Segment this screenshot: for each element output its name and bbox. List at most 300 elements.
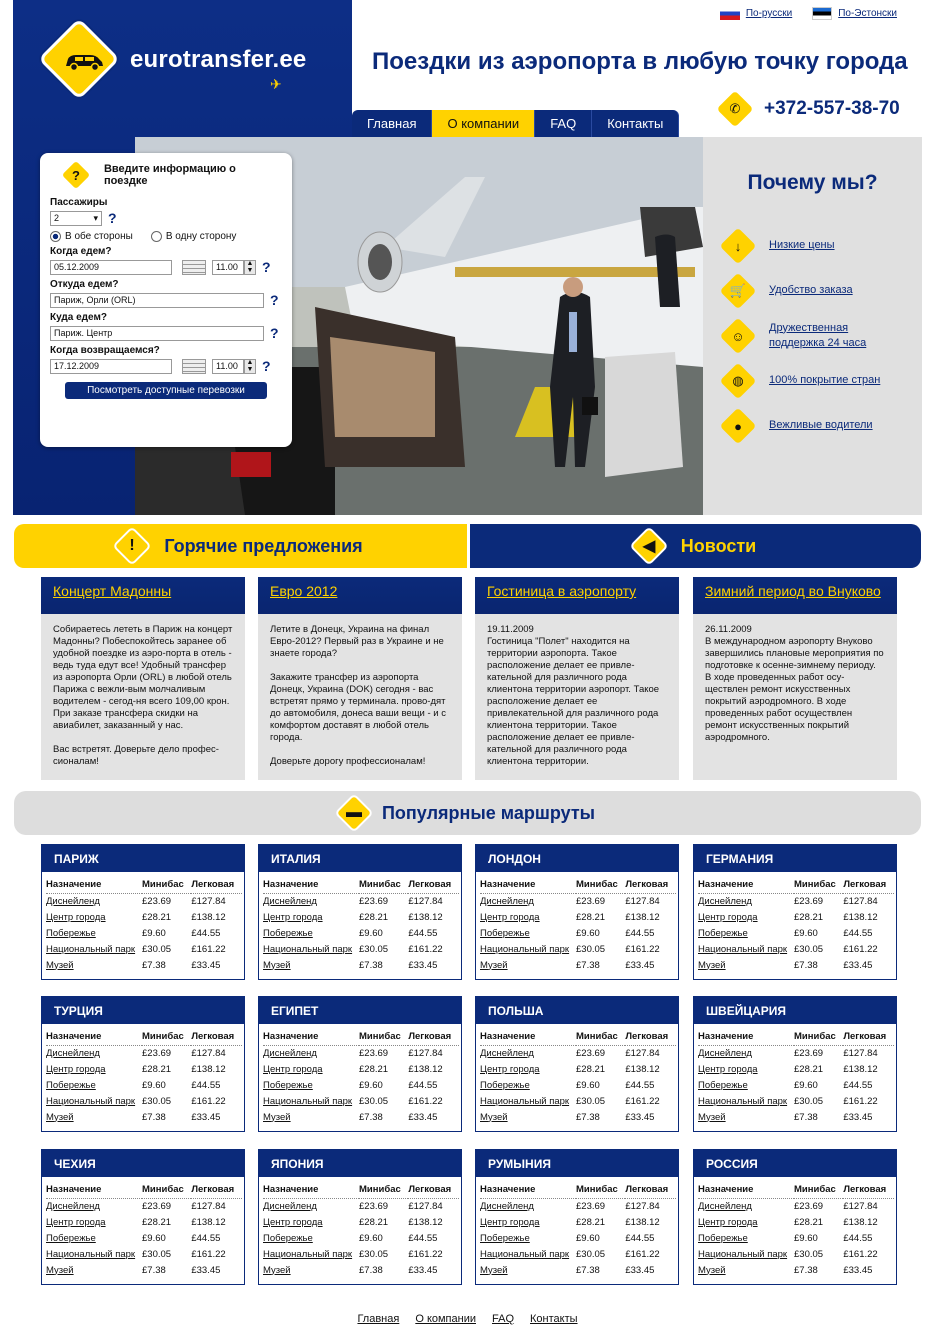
- destination-link[interactable]: Диснейленд: [46, 895, 100, 907]
- arrow-down-icon: ↓: [720, 227, 757, 264]
- news-card-title[interactable]: Евро 2012: [270, 583, 338, 599]
- footer-link-home[interactable]: Главная: [357, 1313, 400, 1325]
- when-label: Когда едем?: [50, 246, 112, 257]
- table-header-row: [698, 876, 894, 893]
- destination-link[interactable]: Музей: [698, 1111, 726, 1123]
- footer-link-about[interactable]: О компании: [415, 1313, 476, 1325]
- destination-link[interactable]: Музей: [480, 1264, 508, 1276]
- news-card: [258, 577, 462, 780]
- route-prices-table: [263, 1028, 459, 1125]
- destination-link[interactable]: Центр города: [263, 911, 323, 923]
- popular-routes-title: Популярные маршруты: [381, 802, 596, 823]
- destination-link[interactable]: Побережье: [263, 927, 313, 939]
- destination-link[interactable]: Музей: [698, 1264, 726, 1276]
- form-header: [64, 163, 282, 187]
- destination-link[interactable]: Диснейленд: [480, 895, 534, 907]
- passengers-select[interactable]: 2 ▾: [50, 211, 102, 226]
- minibus-price: £7.38: [576, 959, 600, 971]
- why-us-list: [703, 223, 922, 448]
- destination-link[interactable]: Музей: [480, 1111, 508, 1123]
- destination-link[interactable]: Диснейленд: [263, 1047, 317, 1059]
- passengers-label: Пассажиры: [50, 197, 108, 208]
- car-price: £127.84: [191, 895, 226, 907]
- table-header-row: [46, 1028, 242, 1045]
- destination-link[interactable]: Побережье: [480, 927, 530, 939]
- car-price: £161.22: [408, 1095, 443, 1107]
- minibus-price: £30.05: [359, 1095, 389, 1107]
- when-date-input[interactable]: 05.12.2009: [50, 260, 172, 275]
- car-price: £33.45: [843, 1264, 873, 1276]
- minibus-price: £9.60: [576, 1079, 600, 1091]
- help-icon[interactable]: ?: [262, 358, 271, 374]
- destination-link[interactable]: Национальный парк: [480, 1095, 570, 1107]
- destination-link[interactable]: Центр города: [480, 1063, 540, 1075]
- lang-ee-label[interactable]: По-Эстонски: [838, 8, 897, 19]
- logo-text[interactable]: eurotransfer.ee: [130, 46, 307, 73]
- phone-number[interactable]: +372-557-38-70: [764, 98, 900, 119]
- minibus-price: £23.69: [142, 1200, 172, 1212]
- plane-icon: ✈: [270, 76, 282, 92]
- table-row: [263, 1077, 459, 1093]
- return-date-input[interactable]: 17.12.2009: [50, 359, 172, 374]
- table-row: [698, 1214, 894, 1230]
- destination-link[interactable]: Побережье: [698, 927, 748, 939]
- news-card: [475, 577, 679, 780]
- car-price: £127.84: [408, 1200, 443, 1212]
- lang-ru-link[interactable]: [720, 7, 792, 20]
- destination-link[interactable]: Музей: [698, 959, 726, 971]
- minibus-price: £30.05: [794, 943, 824, 955]
- table-row: [480, 957, 676, 973]
- column-header: Назначение: [263, 1028, 359, 1045]
- lang-ru-label[interactable]: По-русски: [745, 8, 793, 19]
- minibus-price: £7.38: [794, 1111, 818, 1123]
- hot-offers-title: Горячие предложения: [164, 535, 363, 556]
- car-price: £127.84: [191, 1047, 226, 1059]
- minibus-price: £7.38: [794, 959, 818, 971]
- car-price: £44.55: [625, 1079, 655, 1091]
- destination-link[interactable]: Центр города: [46, 1216, 106, 1228]
- route-table: [258, 844, 462, 980]
- driver-icon: ●: [720, 407, 757, 444]
- destination-link[interactable]: Диснейленд: [480, 1200, 534, 1212]
- destination-link[interactable]: Национальный парк: [46, 943, 136, 955]
- news-card-title[interactable]: Концерт Мадонны: [53, 583, 172, 599]
- column-header: Назначение: [263, 1181, 359, 1198]
- table-row: [46, 1045, 242, 1061]
- destination-link[interactable]: Центр города: [698, 1216, 758, 1228]
- minibus-price: £9.60: [359, 1232, 383, 1244]
- from-input[interactable]: Париж, Орли (ORL): [50, 293, 264, 308]
- minibus-price: £7.38: [359, 1264, 383, 1276]
- car-price: £33.45: [625, 959, 655, 971]
- minibus-price: £28.21: [359, 911, 389, 923]
- minibus-price: £30.05: [576, 943, 606, 955]
- destination-link[interactable]: Побережье: [263, 1079, 313, 1091]
- return-time-input[interactable]: 11.00: [212, 359, 244, 374]
- route-country: РОССИЯ: [694, 1150, 896, 1177]
- tab-about[interactable]: О компании: [432, 110, 535, 137]
- radio-one-label: В одну сторону: [165, 231, 237, 242]
- column-header: Назначение: [698, 876, 794, 893]
- destination-link[interactable]: Центр города: [480, 911, 540, 923]
- table-row: [480, 1045, 676, 1061]
- route-table: [41, 844, 245, 980]
- table-row: [263, 893, 459, 909]
- radio-both-label: В обе стороны: [65, 231, 133, 242]
- minibus-price: £28.21: [576, 911, 606, 923]
- table-row: [263, 909, 459, 925]
- car-price: £161.22: [843, 943, 878, 955]
- route-table: [41, 996, 245, 1132]
- table-row: [698, 1109, 894, 1125]
- footer-link-faq[interactable]: FAQ: [492, 1313, 515, 1325]
- car-price: £138.12: [625, 1063, 660, 1075]
- destination-link[interactable]: Национальный парк: [698, 943, 788, 955]
- route-prices-table: [46, 1181, 242, 1278]
- to-label: Куда едем?: [50, 312, 107, 323]
- car-price: £138.12: [843, 1216, 878, 1228]
- table-row: [46, 1262, 242, 1278]
- destination-link[interactable]: Побережье: [263, 1232, 313, 1244]
- table-header-row: [698, 1028, 894, 1045]
- destination-link[interactable]: Центр города: [46, 1063, 106, 1075]
- news-bar: [470, 524, 921, 568]
- news-card-body: Летите в Донецк, Украина на финал Евро-2012? Первый раз в Украине и не знаете города? Закажите трансфер из аэропорта Донецк, Украина (DOK) сегодня - вас встретят прямо у терминала. прово-дят до автомобиля, донеса ваши вещи - и с комфортом доставят в любой отель города. Доверьте дорогу профессионалам!: [270, 624, 446, 767]
- minibus-price: £30.05: [142, 1248, 172, 1260]
- minibus-price: £9.60: [359, 1079, 383, 1091]
- minibus-price: £30.05: [576, 1248, 606, 1260]
- minibus-price: £23.69: [359, 1047, 389, 1059]
- route-prices-table: [698, 876, 894, 973]
- car-price: £138.12: [843, 911, 878, 923]
- calendar-icon[interactable]: [182, 260, 206, 275]
- news-card-body: 26.11.2009 В международном аэропорту Внуково завершились плановые мероприятия по подготовке к осенне-зимнему периоду. В ходе проведенных работ осу-ществлен ремонт искусственных покрытий аэродромного. В ходе проведенных работ осуществлен ремонт искусственных покрытий аэродромного.: [705, 624, 884, 743]
- minibus-price: £28.21: [359, 1063, 389, 1075]
- destination-link[interactable]: Побережье: [46, 927, 96, 939]
- help-icon[interactable]: ?: [270, 325, 279, 341]
- radio-one-way[interactable]: [151, 231, 162, 242]
- why-item-label[interactable]: Вежливые водители: [769, 419, 873, 431]
- table-row: [480, 1230, 676, 1246]
- destination-link[interactable]: Национальный парк: [46, 1248, 136, 1260]
- time-spinner[interactable]: ▲ ▼: [244, 260, 256, 275]
- table-row: [480, 925, 676, 941]
- destination-link[interactable]: Национальный парк: [480, 1248, 570, 1260]
- table-row: [46, 941, 242, 957]
- destination-link[interactable]: Побережье: [46, 1079, 96, 1091]
- car-price: £127.84: [408, 1047, 443, 1059]
- car-price: £127.84: [625, 895, 660, 907]
- minibus-price: £30.05: [794, 1248, 824, 1260]
- destination-link[interactable]: Национальный парк: [480, 943, 570, 955]
- destination-link[interactable]: Центр города: [698, 1063, 758, 1075]
- column-header: Минибас: [576, 1028, 625, 1045]
- minibus-price: £30.05: [359, 1248, 389, 1260]
- destination-link[interactable]: Диснейленд: [263, 895, 317, 907]
- route-prices-table: [480, 1181, 676, 1278]
- table-row: [46, 1109, 242, 1125]
- route-table: [258, 1149, 462, 1285]
- route-table: [41, 1149, 245, 1285]
- destination-link[interactable]: Центр города: [263, 1216, 323, 1228]
- car-price: £161.22: [191, 1095, 226, 1107]
- phone-block: [722, 96, 900, 122]
- from-label: Откуда едем?: [50, 279, 119, 290]
- table-row: [480, 893, 676, 909]
- column-header: Легковая: [843, 876, 894, 893]
- minibus-price: £28.21: [794, 1216, 824, 1228]
- table-row: [46, 1214, 242, 1230]
- route-country: ЛОНДОН: [476, 845, 678, 872]
- why-item-label[interactable]: Дружественная поддержка 24 часа: [769, 321, 867, 349]
- column-header: Минибас: [142, 1028, 191, 1045]
- car-price: £44.55: [843, 1079, 873, 1091]
- destination-link[interactable]: Музей: [46, 959, 74, 971]
- column-header: Назначение: [698, 1181, 794, 1198]
- destination-link[interactable]: Побережье: [480, 1079, 530, 1091]
- column-header: Легковая: [191, 876, 242, 893]
- route-prices-table: [480, 1028, 676, 1125]
- car-price: £44.55: [191, 1232, 221, 1244]
- route-country: ТУРЦИЯ: [42, 997, 244, 1024]
- radio-both-ways[interactable]: [50, 231, 61, 242]
- destination-link[interactable]: Диснейленд: [480, 1047, 534, 1059]
- destination-link[interactable]: Национальный парк: [263, 1095, 353, 1107]
- route-country: ГЕРМАНИЯ: [694, 845, 896, 872]
- destination-link[interactable]: Центр города: [698, 911, 758, 923]
- car-price: £44.55: [843, 1232, 873, 1244]
- column-header: Легковая: [625, 1028, 676, 1045]
- destination-link[interactable]: Диснейленд: [46, 1200, 100, 1212]
- minibus-price: £30.05: [359, 943, 389, 955]
- table-row: [46, 893, 242, 909]
- column-header: Назначение: [480, 1181, 576, 1198]
- why-item-label[interactable]: 100% покрытие стран: [769, 374, 881, 386]
- exclamation-icon: !: [113, 526, 153, 566]
- destination-link[interactable]: Музей: [263, 959, 291, 971]
- destination-link[interactable]: Национальный парк: [698, 1248, 788, 1260]
- help-icon[interactable]: ?: [262, 259, 271, 275]
- car-price: £33.45: [191, 1264, 221, 1276]
- destination-link[interactable]: Диснейленд: [263, 1200, 317, 1212]
- table-header-row: [263, 876, 459, 893]
- table-header-row: [46, 1181, 242, 1198]
- help-icon[interactable]: ?: [270, 292, 279, 308]
- destination-link[interactable]: Центр города: [46, 911, 106, 923]
- car-price: £161.22: [625, 943, 660, 955]
- table-header-row: [263, 1181, 459, 1198]
- car-price: £161.22: [408, 1248, 443, 1260]
- why-item[interactable]: [725, 223, 922, 268]
- russia-flag-icon: [720, 7, 740, 20]
- table-row: [698, 909, 894, 925]
- destination-link[interactable]: Музей: [263, 1111, 291, 1123]
- news-title: Новости: [680, 535, 757, 556]
- minibus-price: £23.69: [359, 895, 389, 907]
- car-price: £33.45: [625, 1111, 655, 1123]
- table-row: [698, 1246, 894, 1262]
- column-header: Легковая: [625, 1181, 676, 1198]
- table-row: [480, 909, 676, 925]
- popular-routes-bar: [14, 791, 921, 835]
- car-price: £127.84: [625, 1047, 660, 1059]
- search-button[interactable]: Посмотреть доступные перевозки: [65, 382, 267, 399]
- route-country: ИТАЛИЯ: [259, 845, 461, 872]
- column-header: Минибас: [142, 876, 191, 893]
- question-icon: ?: [59, 158, 93, 192]
- destination-link[interactable]: Национальный парк: [46, 1095, 136, 1107]
- destination-link[interactable]: Национальный парк: [263, 1248, 353, 1260]
- minibus-price: £7.38: [576, 1111, 600, 1123]
- news-card: [693, 577, 897, 780]
- table-header-row: [46, 876, 242, 893]
- page-headline: Поездки из аэропорта в любую точку города: [372, 48, 908, 75]
- footer-nav: [0, 1313, 935, 1325]
- destination-link[interactable]: Диснейленд: [698, 895, 752, 907]
- minibus-price: £23.69: [794, 1047, 824, 1059]
- why-item[interactable]: [725, 403, 922, 448]
- destination-link[interactable]: Музей: [46, 1264, 74, 1276]
- table-row: [698, 1061, 894, 1077]
- minibus-price: £28.21: [359, 1216, 389, 1228]
- column-header: Легковая: [191, 1181, 242, 1198]
- destination-link[interactable]: Побережье: [698, 1079, 748, 1091]
- news-card-title[interactable]: Зимний период во Внуково: [705, 583, 881, 599]
- table-row: [263, 957, 459, 973]
- destination-link[interactable]: Центр города: [263, 1063, 323, 1075]
- minibus-price: £23.69: [576, 1200, 606, 1212]
- minibus-price: £28.21: [576, 1216, 606, 1228]
- why-item[interactable]: [725, 358, 922, 403]
- phone-icon: ✆: [717, 91, 754, 128]
- table-row: [46, 909, 242, 925]
- minibus-price: £9.60: [794, 1232, 818, 1244]
- destination-link[interactable]: Побережье: [698, 1232, 748, 1244]
- minibus-price: £23.69: [142, 1047, 172, 1059]
- news-card-body: 19.11.2009 Гостиница "Полет" находится на территории аэропорта. Такое расположение делает ее привле-кательной для различного рода клиентона территории аэропорт. Такое расположение делает ее привлекательной для различного рода клиентона территории. Такое расположение делает ее привле-кательной для различного рода клиентона территории.: [487, 624, 660, 767]
- destination-link[interactable]: Побережье: [46, 1232, 96, 1244]
- time-spinner[interactable]: ▲ ▼: [244, 359, 256, 374]
- route-table: [693, 996, 897, 1132]
- minibus-price: £9.60: [142, 1079, 166, 1091]
- footer-link-contacts[interactable]: Контакты: [530, 1313, 578, 1325]
- table-header-row: [480, 876, 676, 893]
- minibus-price: £7.38: [794, 1264, 818, 1276]
- table-row: [46, 957, 242, 973]
- table-row: [698, 1198, 894, 1214]
- destination-link[interactable]: Диснейленд: [46, 1047, 100, 1059]
- support-icon: ☺: [720, 317, 757, 354]
- car-price: £138.12: [191, 1063, 226, 1075]
- car-price: £44.55: [625, 1232, 655, 1244]
- car-price: £161.22: [625, 1248, 660, 1260]
- tab-contacts[interactable]: Контакты: [592, 110, 679, 137]
- table-row: [263, 1214, 459, 1230]
- why-us-title: Почему мы?: [747, 171, 878, 194]
- hot-offers-bar: [14, 524, 467, 568]
- destination-link[interactable]: Центр города: [480, 1216, 540, 1228]
- help-icon[interactable]: ?: [108, 210, 117, 226]
- car-price: £44.55: [408, 1232, 438, 1244]
- column-header: Легковая: [191, 1028, 242, 1045]
- destination-link[interactable]: Диснейленд: [698, 1200, 752, 1212]
- when-time-input[interactable]: 11.00: [212, 260, 244, 275]
- route-table: [258, 996, 462, 1132]
- destination-link[interactable]: Национальный парк: [263, 943, 353, 955]
- destination-link[interactable]: Побережье: [480, 1232, 530, 1244]
- destination-link[interactable]: Музей: [46, 1111, 74, 1123]
- column-header: Легковая: [408, 1181, 459, 1198]
- table-row: [46, 1198, 242, 1214]
- table-row: [698, 1093, 894, 1109]
- minibus-price: £7.38: [359, 959, 383, 971]
- lang-ee-link[interactable]: [812, 7, 897, 20]
- table-row: [46, 1077, 242, 1093]
- minibus-price: £23.69: [142, 895, 172, 907]
- table-row: [46, 1230, 242, 1246]
- destination-link[interactable]: Диснейленд: [698, 1047, 752, 1059]
- table-row: [698, 925, 894, 941]
- why-item[interactable]: [725, 313, 922, 358]
- route-prices-table: [263, 876, 459, 973]
- table-row: [698, 957, 894, 973]
- route-country: ЧЕХИЯ: [42, 1150, 244, 1177]
- why-item[interactable]: [725, 268, 922, 313]
- table-header-row: [698, 1181, 894, 1198]
- destination-link[interactable]: Музей: [480, 959, 508, 971]
- minibus-price: £9.60: [794, 927, 818, 939]
- column-header: Назначение: [46, 1181, 142, 1198]
- column-header: Легковая: [843, 1181, 894, 1198]
- route-table: [475, 1149, 679, 1285]
- minibus-price: £9.60: [576, 927, 600, 939]
- table-row: [480, 1077, 676, 1093]
- table-row: [480, 1093, 676, 1109]
- table-row: [698, 1230, 894, 1246]
- why-item-label[interactable]: Удобство заказа: [769, 284, 853, 296]
- news-card-title[interactable]: Гостиница в аэропорту: [487, 583, 637, 599]
- booking-form: [40, 153, 292, 447]
- table-row: [698, 1045, 894, 1061]
- form-title: Введите информацию о поездке: [103, 163, 236, 187]
- car-price: £33.45: [408, 959, 438, 971]
- to-input[interactable]: Париж. Центр: [50, 326, 264, 341]
- car-price: £138.12: [408, 1063, 443, 1075]
- column-header: Назначение: [46, 1028, 142, 1045]
- return-label: Когда возвращаемся?: [50, 345, 160, 356]
- destination-link[interactable]: Национальный парк: [698, 1095, 788, 1107]
- column-header: Назначение: [480, 876, 576, 893]
- table-header-row: [263, 1028, 459, 1045]
- table-row: [263, 1230, 459, 1246]
- destination-link[interactable]: Музей: [263, 1264, 291, 1276]
- minibus-price: £28.21: [142, 1063, 172, 1075]
- minibus-price: £7.38: [142, 1111, 166, 1123]
- tab-faq[interactable]: FAQ: [535, 110, 592, 137]
- table-row: [480, 1246, 676, 1262]
- minibus-price: £9.60: [794, 1079, 818, 1091]
- why-item-label[interactable]: Низкие цены: [769, 239, 835, 251]
- column-header: Минибас: [359, 1028, 408, 1045]
- column-header: Минибас: [576, 1181, 625, 1198]
- table-row: [46, 1246, 242, 1262]
- calendar-icon[interactable]: [182, 359, 206, 374]
- route-prices-table: [698, 1181, 894, 1278]
- tab-home[interactable]: Главная: [352, 110, 432, 137]
- minibus-price: £7.38: [142, 959, 166, 971]
- table-row: [263, 1045, 459, 1061]
